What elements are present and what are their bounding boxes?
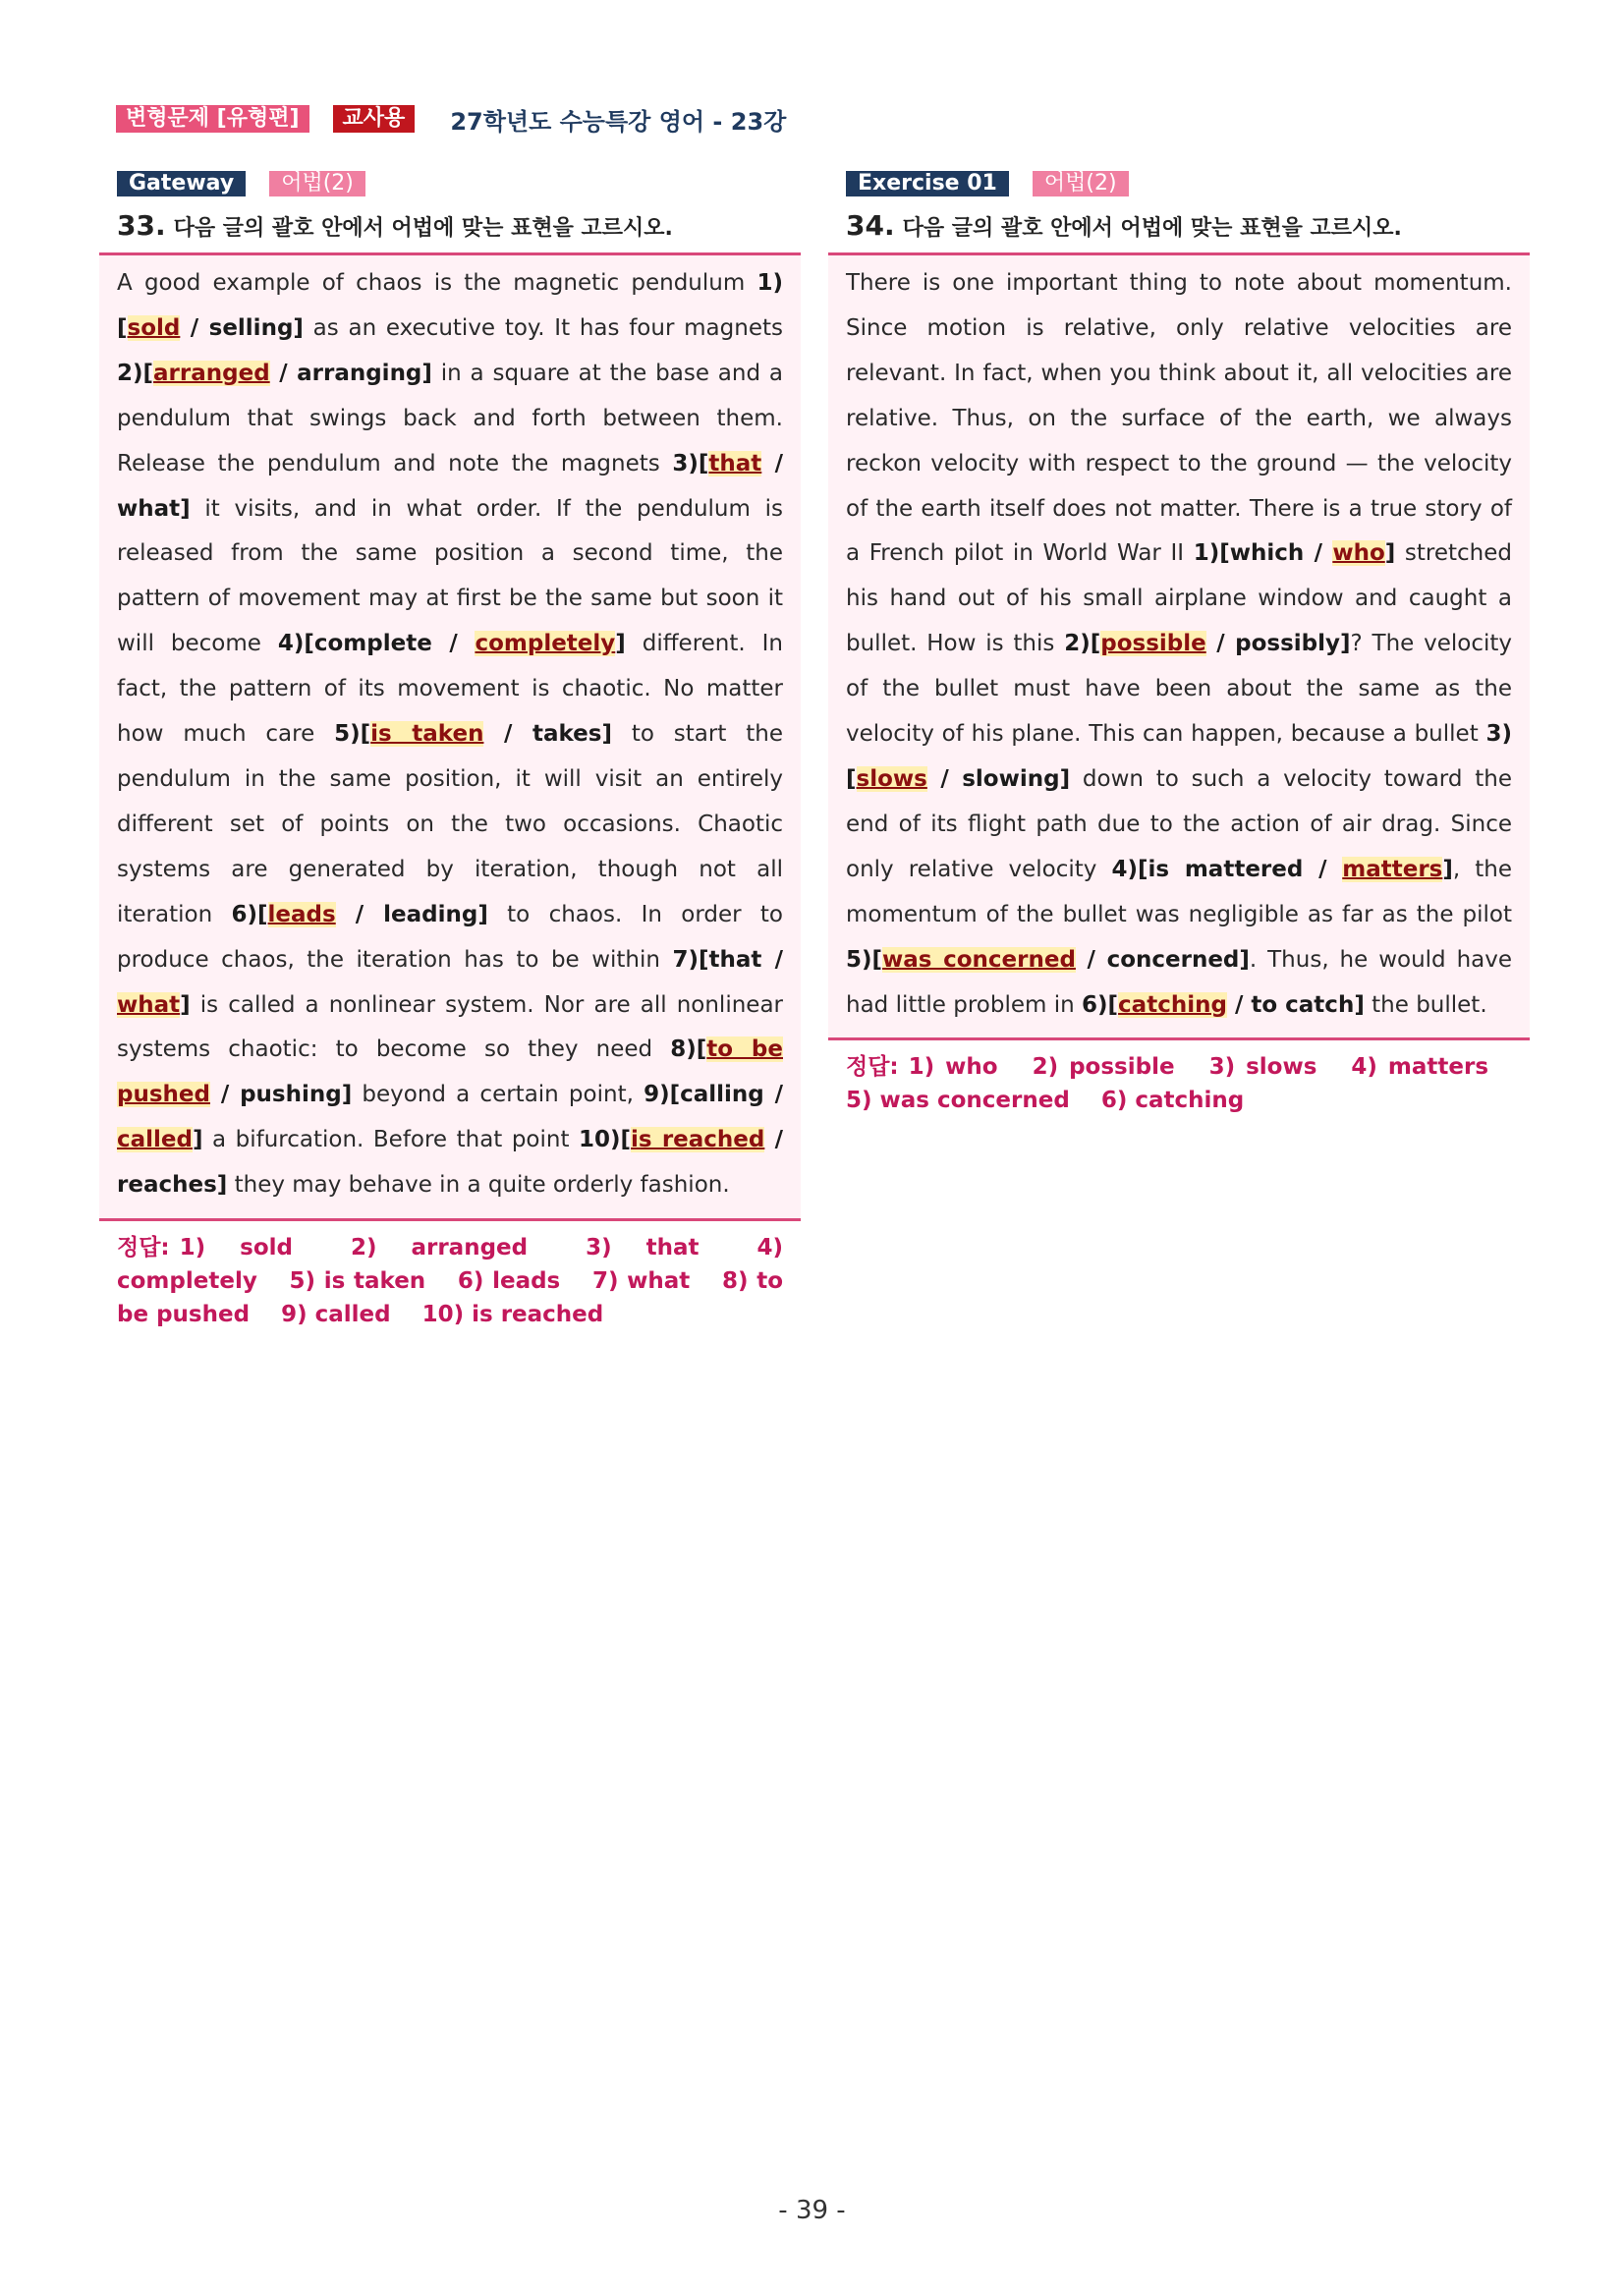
choice-bracket: 9)[calling / (644, 1082, 783, 1108)
passage-text: different. In fact, the pattern of its movement is chaotic. No matter how much care (117, 631, 783, 748)
choice-bracket: / what] (117, 450, 783, 522)
passage-text: , the momentum of the bullet was negligible as far as the pilot (846, 856, 1512, 927)
answer-item: 1) who (908, 1054, 998, 1081)
answer-key-33 (117, 1231, 783, 1331)
choice-bracket: 7)[that / (672, 946, 783, 973)
answer-item: 4) completely (117, 1235, 783, 1295)
left-column (99, 170, 801, 1331)
choice-bracket: / pushing] (209, 1082, 353, 1108)
answer-item: 2) possible (1032, 1054, 1175, 1081)
answer-key-34 (846, 1050, 1512, 1117)
passage-text: A good example of chaos is the magnetic pendulum (117, 270, 757, 296)
choice-bracket: 1)[which / (1193, 540, 1333, 567)
choice-bracket: / possibly] (1205, 631, 1351, 657)
correct-choice: arranged (153, 360, 270, 386)
page-number: - 39 - (778, 2196, 846, 2225)
choice-bracket: / concerned] (1075, 946, 1250, 973)
gateway-label: Gateway (117, 171, 246, 196)
correct-choice: slows (856, 765, 927, 792)
answer-item: 2) arranged (350, 1235, 529, 1261)
choice-bracket: ] (1442, 856, 1453, 882)
passage-text: stretched his hand out of his small airplane window and caught a bullet. How is this (846, 540, 1513, 657)
correct-choice: completely (475, 631, 616, 657)
passage-text: ? The velocity of the bullet must have been about the same as the velocity of his plane. This can happen, because a bullet (846, 631, 1513, 748)
choice-bracket: ] (180, 991, 191, 1018)
choice-bracket: 1)[ (117, 270, 783, 341)
choice-bracket: / takes] (483, 721, 612, 748)
answer-item: 10) is reached (421, 1302, 604, 1328)
passage-text: to chaos. In order to produce chaos, the iteration has to be within (117, 901, 783, 973)
correct-choice: leads (267, 901, 336, 927)
answer-item: 1) sold (179, 1235, 293, 1261)
choice-bracket: 4)[is mattered / (1111, 856, 1343, 882)
answer-item: 5) is taken (289, 1268, 426, 1295)
correct-choice: matters (1342, 856, 1443, 882)
choice-bracket: 5)[ (334, 721, 371, 748)
passage-34 (828, 252, 1530, 1040)
correct-choice: is reached (631, 1127, 765, 1153)
right-labels (846, 170, 1530, 197)
passage-text: beyond a certain point, (352, 1082, 644, 1108)
page-header (116, 104, 786, 134)
teacher-tag: 교사용 (333, 105, 416, 133)
answer-item: 5) was concerned (846, 1088, 1070, 1114)
choice-bracket: / reaches] (117, 1127, 783, 1199)
choice-bracket: 8)[ (670, 1036, 707, 1063)
correct-choice: was concerned (882, 946, 1076, 973)
passage-text: a bifurcation. Before that point (202, 1127, 580, 1153)
passage-text: they may behave in a quite orderly fashion. (227, 1172, 730, 1199)
answer-item: 6) leads (457, 1268, 561, 1295)
choice-bracket: ] (1384, 540, 1396, 567)
choice-bracket: 2)[ (1064, 631, 1101, 657)
answer-item: 6) catching (1100, 1088, 1245, 1114)
choice-bracket: / arranging] (269, 360, 432, 386)
question-number: 33. (117, 209, 166, 242)
question-text: 다음 글의 괄호 안에서 어법에 맞는 표현을 고르시오. (173, 216, 673, 241)
answer-item: 3) slows (1208, 1054, 1317, 1081)
passage-text: in a square at the base and a pendulum that swings back and forth between them. Release the pendulum and note the magnets (117, 360, 783, 476)
question-33 (117, 209, 801, 243)
choice-bracket: 10)[ (579, 1127, 632, 1153)
passage-text: down to such a velocity toward the end of its flight path due to the action of air drag. Since only relative velocity (846, 765, 1512, 882)
correct-choice: that (708, 450, 762, 476)
correct-choice: to be pushed (117, 1036, 783, 1108)
correct-choice: who (1332, 540, 1385, 567)
passage-text: the bullet. (1364, 991, 1487, 1018)
question-34 (846, 209, 1530, 243)
question-number: 34. (846, 209, 895, 242)
passage-33 (99, 252, 801, 1221)
answer-item: 8) to be pushed (117, 1268, 784, 1328)
correct-choice: sold (127, 314, 181, 341)
answer-item: 4) matters (1351, 1054, 1489, 1081)
choice-bracket: 2)[ (117, 360, 154, 386)
question-text: 다음 글의 괄호 안에서 어법에 맞는 표현을 고르시오. (902, 216, 1402, 241)
left-labels (117, 170, 801, 197)
choice-bracket: 3)[ (672, 450, 709, 476)
choice-bracket: 4)[complete / (277, 631, 476, 657)
choice-bracket: / slowing] (926, 765, 1071, 792)
choice-bracket: 3)[ (846, 721, 1512, 792)
choice-bracket: 6)[ (1082, 991, 1119, 1018)
answer-prefix: 정답: (117, 1235, 170, 1261)
choice-bracket: ] (193, 1127, 203, 1153)
passage-text: is called a nonlinear system. Nor are all nonlinear systems chaotic: to become so they need (117, 991, 783, 1063)
passage-text: as an executive toy. It has four magnets (303, 314, 783, 341)
grammar-category-label: 어법(2) (269, 171, 365, 196)
type-tag: 변형문제 [유형편] (116, 105, 309, 133)
choice-bracket: ] (615, 631, 626, 657)
exercise-label: Exercise 01 (846, 171, 1009, 196)
correct-choice: what (117, 991, 181, 1018)
grammar-category-label: 어법(2) (1033, 171, 1129, 196)
passage-text: to start the pendulum in the same position, it will visit an entirely different set of points on the two occasions. Chaotic systems are generated by iteration, though not all iteration (117, 721, 783, 927)
choice-bracket: 5)[ (846, 946, 883, 973)
choice-bracket: 6)[ (231, 901, 268, 927)
answer-item: 7) what (591, 1268, 691, 1295)
answer-prefix: 정답: (846, 1054, 899, 1081)
choice-bracket: / to catch] (1226, 991, 1365, 1018)
answer-item: 9) called (281, 1302, 391, 1328)
passage-text: it visits, and in what order. If the pendulum is released from the same position a second time, the pattern of movement may at first be the same but soon it will become (117, 495, 783, 657)
page-title: 27학년도 수능특강 영어 - 23강 (450, 107, 787, 136)
right-column (828, 170, 1530, 1117)
choice-bracket: / leading] (335, 901, 488, 927)
answer-item: 3) that (586, 1235, 700, 1261)
choice-bracket: / selling] (180, 314, 304, 341)
passage-text: . Thus, he would have had little problem in (846, 946, 1512, 1018)
correct-choice: catching (1118, 991, 1227, 1018)
passage-text: There is one important thing to note about momentum. Since motion is relative, only relative velocities are relevant. In fact, when you think about it, all velocities are relative. Thus, on the surface of the earth, we always reckon velocity with respect to the ground — the velocity of the earth itself does not matter. There is a true story of a French pilot in World War II (846, 270, 1512, 567)
correct-choice: is taken (370, 721, 484, 748)
correct-choice: possible (1100, 631, 1206, 657)
correct-choice: called (117, 1127, 193, 1153)
